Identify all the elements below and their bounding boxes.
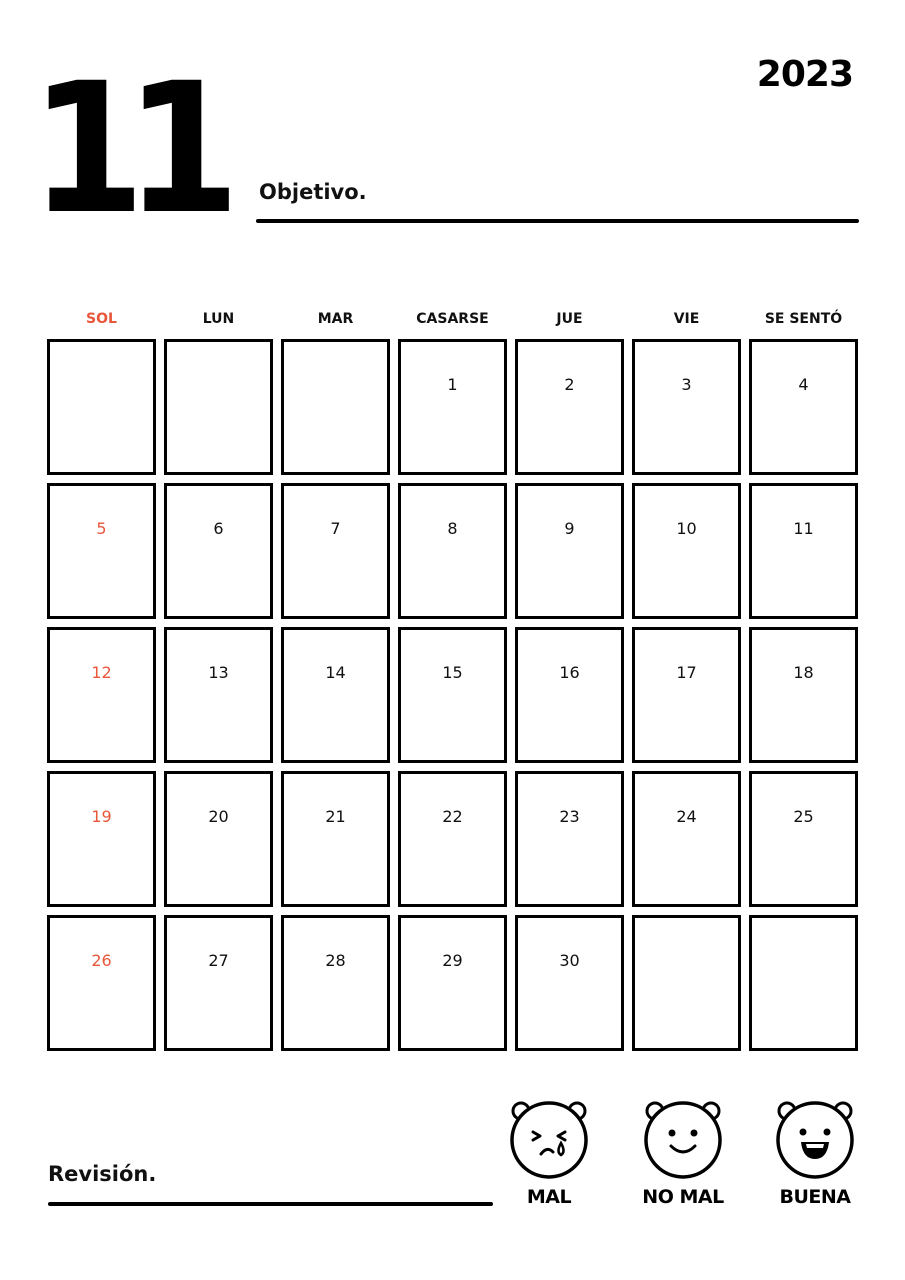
- weekday-header-row: [47, 311, 859, 327]
- day-number: 17: [676, 663, 697, 682]
- day-number: 30: [559, 951, 580, 970]
- day-cell[interactable]: [164, 627, 273, 763]
- day-cell[interactable]: [749, 915, 858, 1051]
- day-number: 5: [96, 519, 107, 538]
- day-number: 29: [442, 951, 463, 970]
- day-cell[interactable]: [47, 339, 156, 475]
- day-number: 1: [447, 375, 458, 394]
- review-label: Revisión.: [48, 1162, 157, 1186]
- day-cell[interactable]: [398, 339, 507, 475]
- day-number: 15: [442, 663, 463, 682]
- day-cell[interactable]: [749, 627, 858, 763]
- day-cell[interactable]: [164, 915, 273, 1051]
- mood-label-bad: MAL: [526, 1186, 572, 1208]
- mood-label-good: BUENA: [779, 1186, 851, 1208]
- day-number: 16: [559, 663, 580, 682]
- day-cell[interactable]: [164, 771, 273, 907]
- day-cell[interactable]: [749, 771, 858, 907]
- day-number: 14: [325, 663, 346, 682]
- day-cell[interactable]: [281, 339, 390, 475]
- day-cell[interactable]: [398, 483, 507, 619]
- day-number: 3: [681, 375, 692, 394]
- day-cell[interactable]: [515, 483, 624, 619]
- day-number: 7: [330, 519, 341, 538]
- weekday-label-friday: VIE: [673, 311, 700, 327]
- objective-write-line[interactable]: [256, 219, 859, 223]
- day-number: 13: [208, 663, 229, 682]
- crying-bear-face-icon: [507, 1096, 591, 1180]
- day-number: 27: [208, 951, 229, 970]
- mood-label-not-bad: NO MAL: [642, 1186, 724, 1208]
- weekday-label-thursday: JUE: [556, 311, 583, 327]
- mood-option-bad[interactable]: [499, 1096, 599, 1208]
- day-number: 23: [559, 807, 580, 826]
- day-cell[interactable]: [398, 771, 507, 907]
- day-number: 26: [91, 951, 112, 970]
- day-number: 9: [564, 519, 575, 538]
- day-number: 12: [91, 663, 112, 682]
- objective-label: Objetivo.: [259, 180, 367, 204]
- review-write-line[interactable]: [48, 1202, 493, 1206]
- smiling-bear-face-icon: [641, 1096, 725, 1180]
- day-number: 18: [793, 663, 814, 682]
- day-cell[interactable]: [632, 915, 741, 1051]
- day-cell[interactable]: [47, 915, 156, 1051]
- day-cell[interactable]: [749, 483, 858, 619]
- day-number: 19: [91, 807, 112, 826]
- calendar-grid: [47, 339, 859, 1051]
- weekday-label-monday: LUN: [202, 311, 235, 327]
- weekday-label-wednesday: CASARSE: [416, 311, 489, 327]
- day-cell[interactable]: [632, 339, 741, 475]
- day-cell[interactable]: [515, 627, 624, 763]
- day-number: 8: [447, 519, 458, 538]
- day-cell[interactable]: [398, 915, 507, 1051]
- day-cell[interactable]: [515, 339, 624, 475]
- day-number: 6: [213, 519, 224, 538]
- weekday-label-tuesday: MAR: [317, 311, 354, 327]
- weekday-label-sunday: SOL: [86, 311, 117, 327]
- day-cell[interactable]: [281, 915, 390, 1051]
- day-cell[interactable]: [632, 771, 741, 907]
- year-label: 2023: [756, 54, 853, 95]
- day-cell[interactable]: [47, 771, 156, 907]
- day-cell[interactable]: [47, 627, 156, 763]
- day-cell[interactable]: [398, 627, 507, 763]
- day-number: 24: [676, 807, 697, 826]
- day-cell[interactable]: [632, 627, 741, 763]
- day-number: 22: [442, 807, 463, 826]
- day-cell[interactable]: [515, 771, 624, 907]
- month-number: 11: [30, 45, 220, 254]
- mood-option-not-bad[interactable]: [633, 1096, 733, 1208]
- day-cell[interactable]: [632, 483, 741, 619]
- day-number: 4: [798, 375, 809, 394]
- day-number: 2: [564, 375, 575, 394]
- day-number: 21: [325, 807, 346, 826]
- day-cell[interactable]: [47, 483, 156, 619]
- day-number: 20: [208, 807, 229, 826]
- day-cell[interactable]: [281, 627, 390, 763]
- day-cell[interactable]: [164, 339, 273, 475]
- day-number: 10: [676, 519, 697, 538]
- day-number: 11: [793, 519, 814, 538]
- day-number: 28: [325, 951, 346, 970]
- day-number: 25: [793, 807, 814, 826]
- day-cell[interactable]: [515, 915, 624, 1051]
- day-cell[interactable]: [164, 483, 273, 619]
- day-cell[interactable]: [281, 771, 390, 907]
- day-cell[interactable]: [749, 339, 858, 475]
- mood-option-good[interactable]: [765, 1096, 865, 1208]
- day-cell[interactable]: [281, 483, 390, 619]
- weekday-label-saturday: SE SENTÓ: [764, 311, 843, 327]
- laughing-bear-face-icon: [773, 1096, 857, 1180]
